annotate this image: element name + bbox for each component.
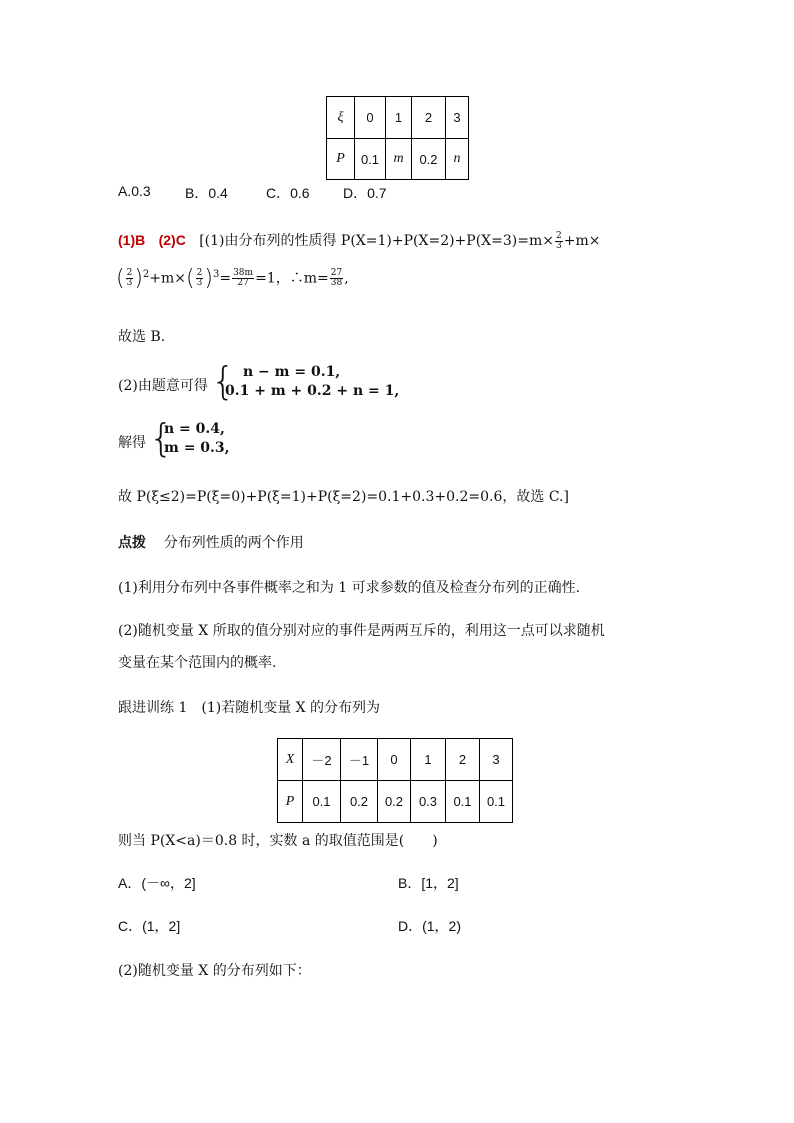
table-cell: 0.1: [480, 781, 513, 823]
answer-line-1: [118, 230, 600, 251]
table-cell: 1: [411, 739, 446, 781]
table-row: [278, 781, 513, 823]
table-row: [327, 139, 469, 180]
table-cell: ξ: [327, 97, 355, 139]
answer-text: [(1)由分布列的性质得 P(X=1)+P(X=2)+P(X=3)=m×: [199, 233, 554, 249]
brace-icon: {: [211, 359, 236, 403]
table-cell: 3: [446, 97, 469, 139]
equation-line: n − m = 0.1,: [243, 364, 341, 380]
choice-a: A.0.3: [118, 183, 151, 199]
fraction: $\frac{2}{3}$: [126, 268, 133, 288]
table-cell: －1: [341, 739, 378, 781]
exercise-question: 则当 P(X<a)＝0.8 时，实数 a 的取值范围是( ): [118, 833, 438, 849]
equation-line: 0.1 + m + 0.2 + n = 1,: [225, 383, 400, 399]
tip-point-2-cont: 变量在某个范围内的概率.: [118, 655, 277, 671]
table-cell: 0.1: [446, 781, 480, 823]
brace-icon: {: [149, 416, 174, 460]
tip-heading: [118, 532, 304, 552]
answer-tag-1: (1)B: [118, 232, 146, 248]
option-c: C．(1，2]: [118, 918, 181, 934]
fraction: $\frac{2}{3}$: [555, 230, 562, 251]
tip-point-1: (1)利用分布列中各事件概率之和为 1 可求参数的值及检查分布列的正确性.: [118, 580, 581, 596]
choice-d: D．0.7: [343, 185, 387, 201]
table-cell: P: [327, 139, 355, 180]
table-row: [278, 739, 513, 781]
exponent: 3: [212, 268, 220, 280]
answer-tag-2: (2)C: [158, 232, 186, 248]
answer-conclusion-b: 故选 B.: [118, 329, 166, 345]
table-cell: 0.1: [355, 139, 386, 180]
equation-line: m = 0.3,: [164, 440, 230, 456]
table-cell: 2: [412, 97, 446, 139]
answer-text: +m×: [149, 270, 187, 287]
table-cell: 2: [446, 739, 480, 781]
option-b: B．[1，2]: [398, 875, 459, 891]
answer-final: 故 P(ξ≤2)=P(ξ=0)+P(ξ=1)+P(ξ=2)=0.1+0.3+0.2=0.6，故选 C.]: [118, 489, 569, 505]
table-cell: X: [278, 739, 303, 781]
distribution-table-x: [277, 738, 513, 823]
table-cell: 0.3: [411, 781, 446, 823]
answer-text: =1，∴m=: [255, 270, 329, 287]
choice-b: B．0.4: [185, 185, 228, 201]
table-cell: 0.2: [378, 781, 411, 823]
tip-point-2: (2)随机变量 X 所取的值分别对应的事件是两两互斥的，利用这一点可以求随机: [118, 623, 605, 639]
exponent: 2: [142, 268, 150, 280]
fraction: $\frac{38m}{27}$: [233, 268, 254, 288]
answer-line-2: ( $\frac{2}{3}$ )$^2$+m×( $\frac{2}{3}$ )$^3$= $\frac{38m}{27}$ =1，∴m= $\frac{27}{38}$ ,: [116, 266, 349, 291]
fraction: $\frac{27}{38}$: [330, 268, 343, 288]
answer-text: +m×: [563, 233, 601, 249]
table-cell: －2: [303, 739, 341, 781]
answer-text: =: [219, 270, 232, 287]
tip-label: 点拨: [118, 535, 146, 551]
table-row: [327, 97, 469, 139]
table-cell: 0: [355, 97, 386, 139]
table-cell: m: [386, 139, 412, 180]
answer-text: ,: [344, 270, 349, 287]
exercise-part2: (2)随机变量 X 的分布列如下：: [118, 963, 311, 979]
table-cell: P: [278, 781, 303, 823]
table-cell: 0: [378, 739, 411, 781]
option-a: A．(－∞，2]: [118, 875, 196, 891]
table-cell: 0.2: [341, 781, 378, 823]
choice-c: C．0.6: [266, 185, 310, 201]
fraction: $\frac{2}{3}$: [196, 268, 203, 288]
exercise-heading: 跟进训练 1 (1)若随机变量 X 的分布列为: [118, 700, 381, 716]
tip-title: 分布列性质的两个作用: [163, 535, 304, 551]
distribution-table-xi: [326, 96, 469, 180]
part2-prefix: (2)由题意可得: [118, 378, 208, 394]
table-cell: 1: [386, 97, 412, 139]
table-cell: 0.1: [303, 781, 341, 823]
option-d: D．(1，2): [398, 918, 462, 934]
equation-line: n = 0.4,: [164, 421, 225, 437]
table-cell: n: [446, 139, 469, 180]
table-cell: 3: [480, 739, 513, 781]
table-cell: 0.2: [412, 139, 446, 180]
solve-prefix: 解得: [118, 435, 146, 451]
